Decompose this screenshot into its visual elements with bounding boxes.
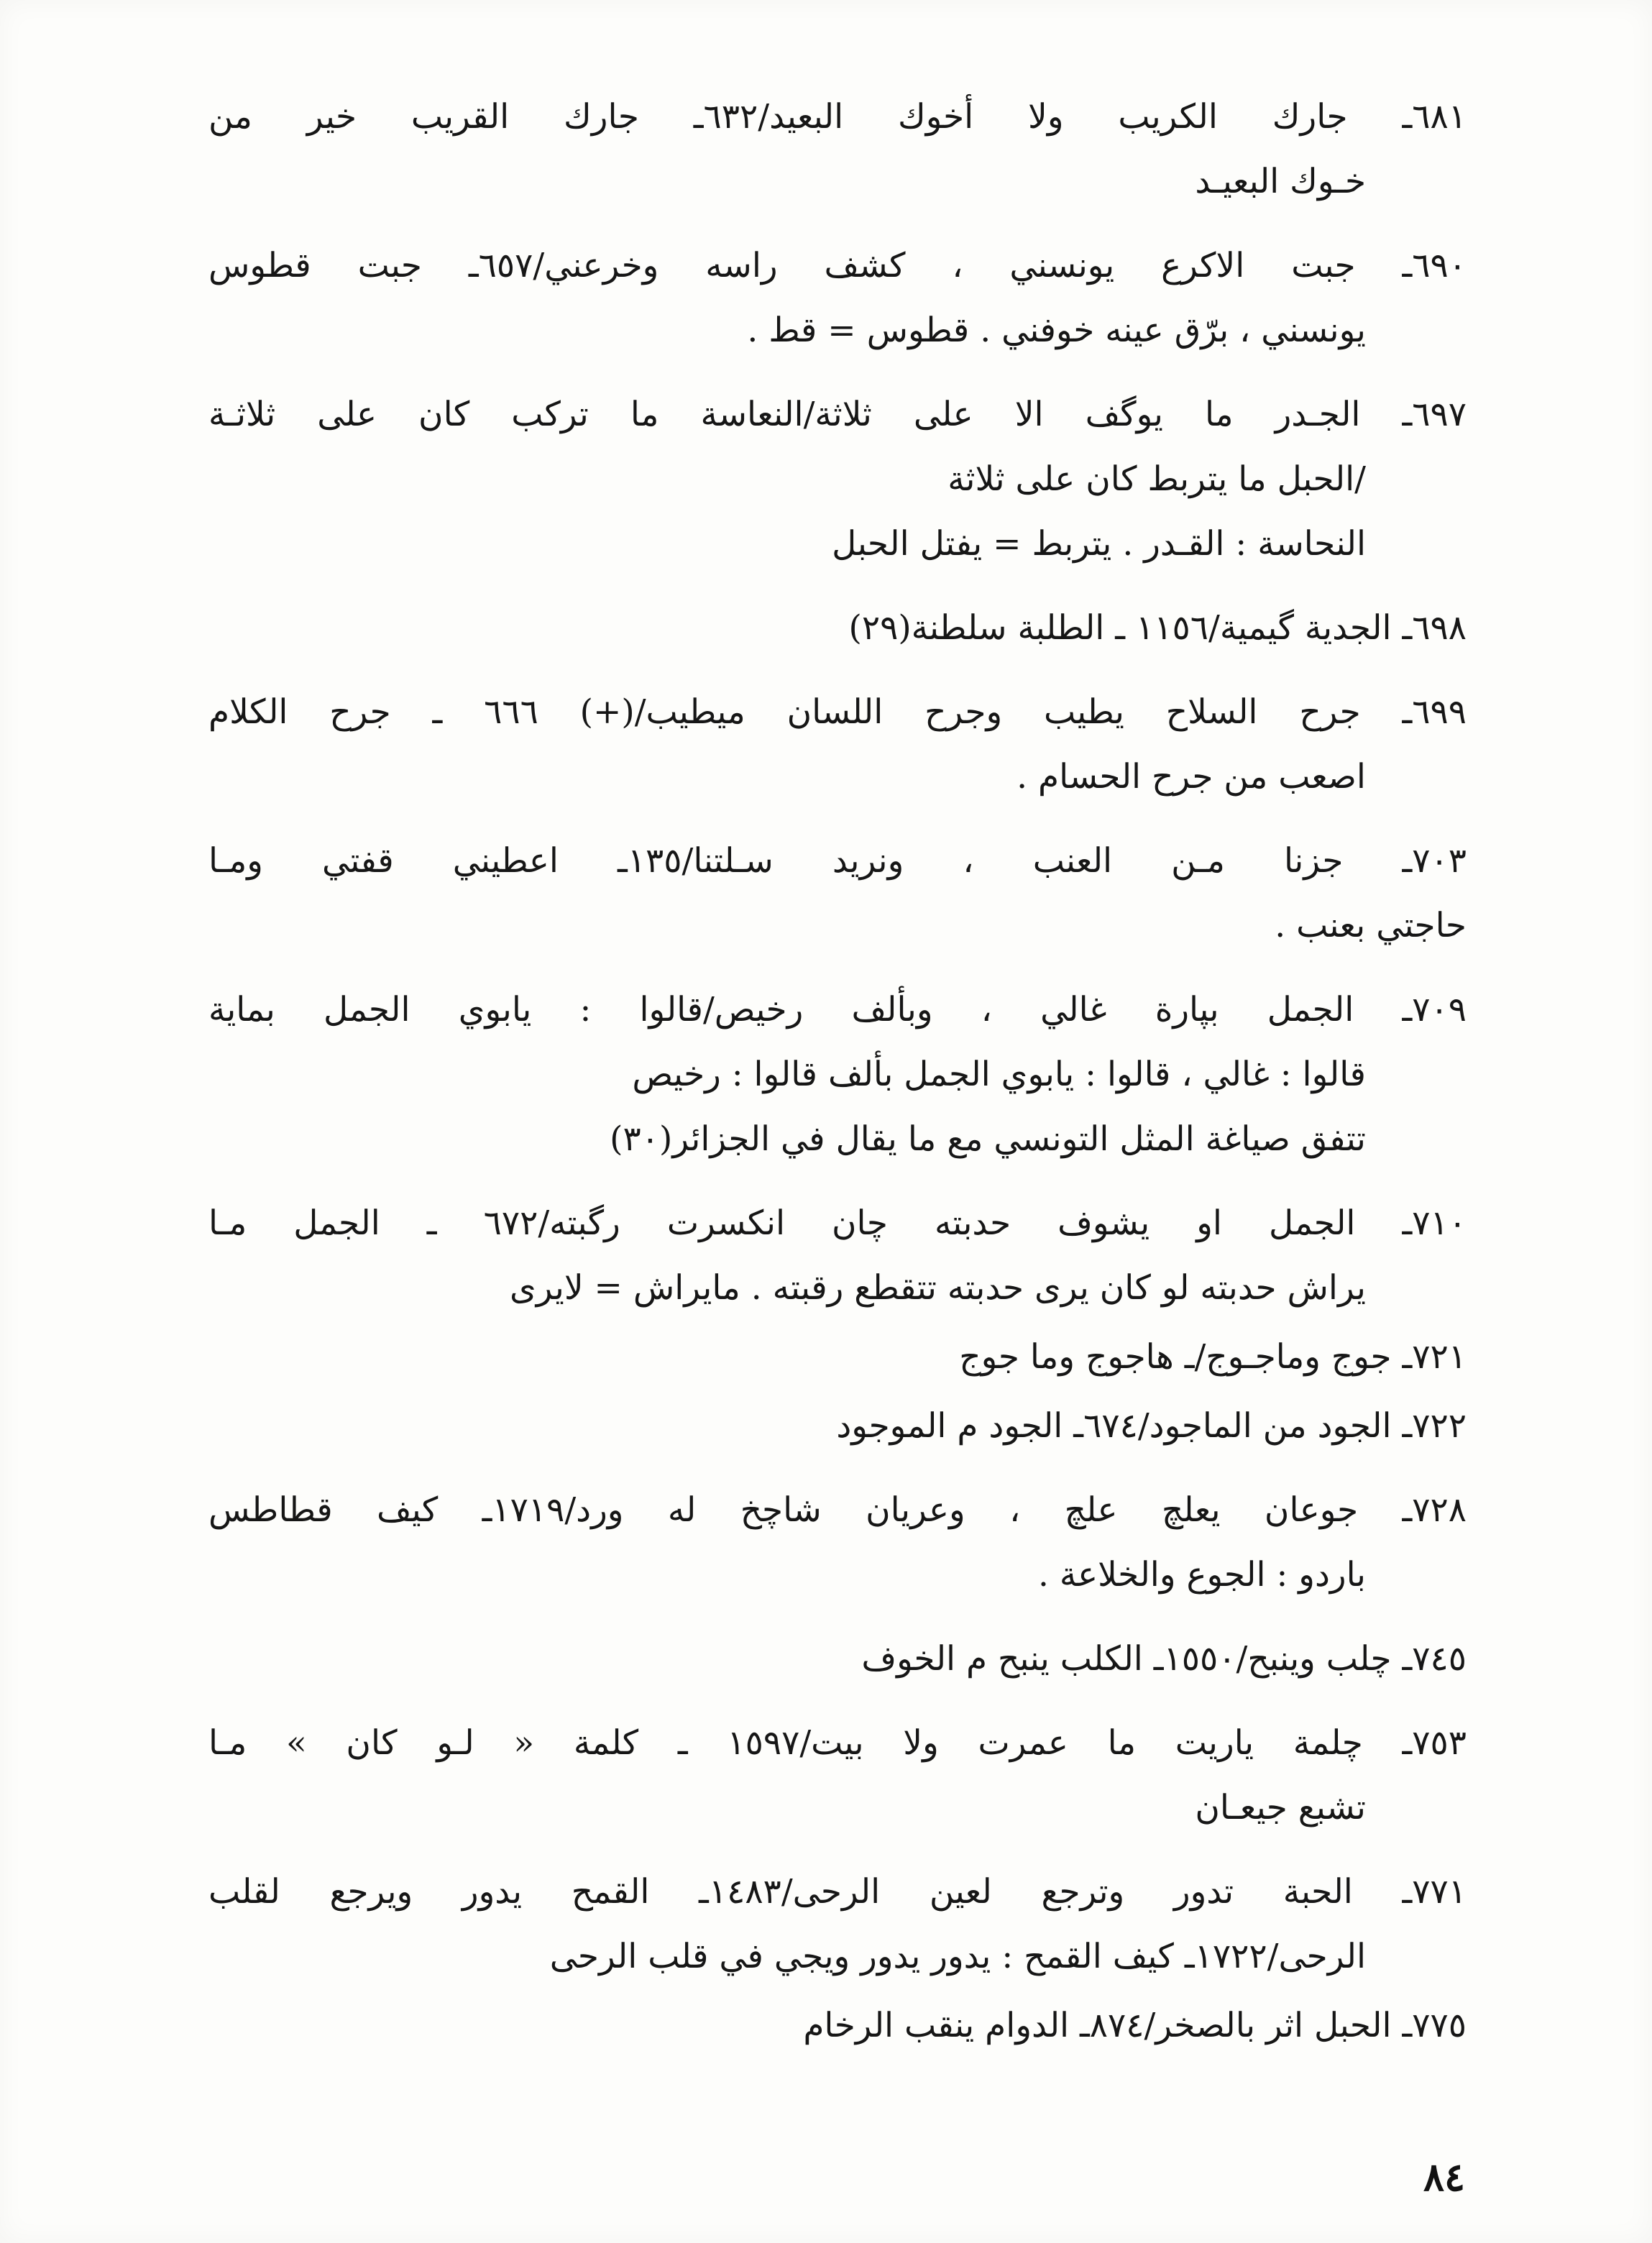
proverb-entry-753 [208, 1711, 1467, 1840]
proverb-entry-722 [208, 1394, 1467, 1459]
entry-line: باردو : الجوع والخلاعة . [1037, 1555, 1366, 1595]
document-page [208, 85, 1467, 2198]
entry-line: الرحى/١٧٢٢ـ كيف القمح : يدور يدور ويجي في قلب الرحى [549, 1937, 1366, 1976]
entry-line: ٧٧١ـ الحبة تدور وترجع لعين الرحى/١٤٨٣ـ القمح يدور ويرجع لقلب [208, 1872, 1467, 1912]
entry-line: ٧٤٥ـ چلب وينبح/١٥٥٠ـ الكلب ينبح م الخوف [861, 1639, 1467, 1679]
proverb-entry-698 [208, 596, 1467, 661]
entry-line: ٧١٠ـ الجمل او يشوف حدبته چان انكسرت رگبته/٦٧٢ ـ الجمل مـا [208, 1203, 1467, 1243]
proverb-entry-709 [208, 978, 1467, 1172]
entry-line: ٦٩٧ـ الجـدر ما يوگف الا على ثلاثة/النعاسة ما تركب كان على ثلاثـة [208, 395, 1467, 434]
entry-line: ٧٢٢ـ الجود من الماجود/٦٧٤ـ الجود م الموجود [836, 1406, 1467, 1446]
proverb-entry-745 [208, 1627, 1467, 1692]
page-number: ٨٤ [1423, 2154, 1465, 2200]
proverb-entry-703 [208, 829, 1467, 958]
entry-line: ٧٧٥ـ الحبل اثر بالصخر/٨٧٤ـ الدوام ينقب الرخام [803, 2006, 1467, 2045]
entry-line: ٦٩٠ـ جبت الاكرع يونسني ، كشف راسه وخرعني/٦٥٧ـ جبت قطوس [208, 246, 1467, 285]
proverb-entry-771 [208, 1860, 1467, 1989]
entry-line: ٧٥٣ـ چلمة ياريت ما عمرت ولا بيت/١٥٩٧ ـ كلمة « لـو كان » مـا [208, 1723, 1467, 1763]
entry-line: اصعب من جرح الحسام . [1017, 757, 1366, 797]
proverb-entry-681 [208, 85, 1467, 214]
entry-line: حاجتي بعنب . [1275, 906, 1467, 945]
entry-line: ٧٢١ـ جوج وماجـوج/ـ هاجوج وما جوج [959, 1337, 1467, 1377]
proverb-entry-721 [208, 1325, 1467, 1390]
entry-line: يونسني ، برّق عينه خوفني . قطوس = قط . [747, 311, 1366, 350]
proverb-entry-710 [208, 1191, 1467, 1321]
proverb-entry-699 [208, 680, 1467, 809]
entry-line: ٧٢٨ـ جوعان يعلچ علچ ، وعريان شاچخ له ورد/١٧١٩ـ كيف قطاطس [208, 1490, 1467, 1530]
entry-line: ٦٨١ـ جارك الكريب ولا أخوك البعيد/٦٣٢ـ جارك القريب خير من [208, 97, 1467, 137]
entry-line: ٧٠٩ـ الجمل بپارة غالي ، وبألف رخيص/قالوا : يابوي الجمل بماية [208, 990, 1467, 1029]
entry-line: /الحبل ما يتربط كان على ثلاثة [947, 459, 1366, 499]
proverb-entry-690 [208, 234, 1467, 363]
entry-line: ٦٩٩ـ جرح السلاح يطيب وجرح اللسان ميطيب/(+) ٦٦٦ ـ جرح الكلام [208, 692, 1467, 732]
proverb-entry-697 [208, 382, 1467, 577]
entry-line: قالوا : غالي ، قالوا : يابوي الجمل بألف قالوا : رخيص [632, 1055, 1366, 1094]
proverb-entry-728 [208, 1478, 1467, 1607]
entry-line: يراش حدبته لو كان يرى حدبته تتقطع رقبته . مايراش = لايرى [510, 1268, 1366, 1308]
entry-line: ٦٩٨ـ الجدية گيمية/١١٥٦ ـ الطلبة سلطنة(٢٩) [848, 608, 1467, 648]
entry-line: ٧٠٣ـ جزنا مـن العنب ، ونريد سـلتنا/١٣٥ـ اعطيني قفتي ومـا [208, 841, 1467, 881]
entry-line: خـوك البعيـد [1195, 162, 1366, 201]
entry-line: النحاسة : القـدر . يتربط = يفتل الحبل [832, 524, 1366, 564]
proverb-entry-775 [208, 1994, 1467, 2058]
entry-line: تتفق صياغة المثل التونسي مع ما يقال في الجزائر(٣٠) [610, 1119, 1366, 1159]
entry-line: تشبع جيعـان [1195, 1788, 1366, 1827]
